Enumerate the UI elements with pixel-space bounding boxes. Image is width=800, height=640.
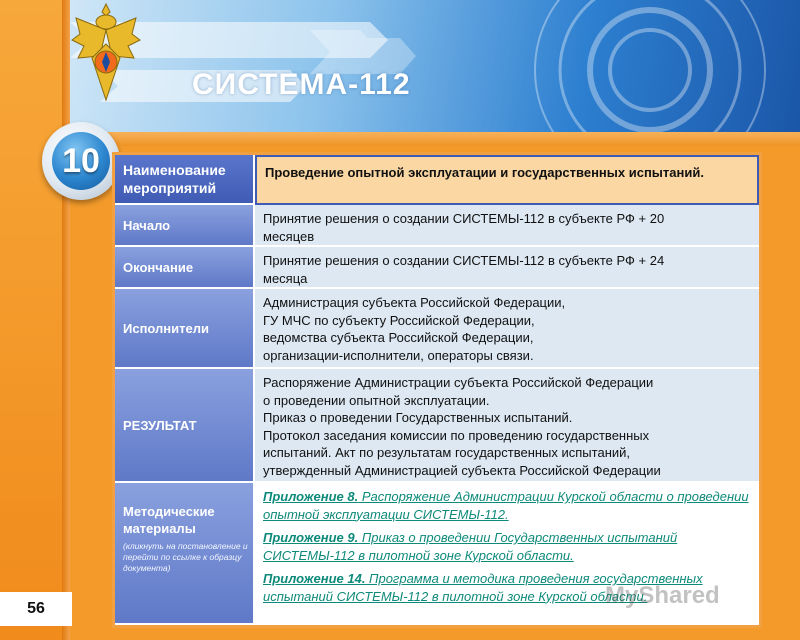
appendix-8-link[interactable] bbox=[263, 488, 751, 523]
row-line: Протокол заседания комиссии по проведению государственных bbox=[263, 427, 650, 443]
row-line: Распоряжение Администрации субъекта Российской Федерации bbox=[263, 375, 654, 390]
row-line: Администрация субъекта Российской Федерации, bbox=[263, 295, 566, 310]
table-header-row bbox=[115, 155, 759, 205]
link-text: Программа и методика проведения государственных испытаний СИСТЕМЫ-112 в пилотной зоне Курской области. bbox=[263, 571, 703, 604]
row-line: ГУ МЧС по субъекту Российской Федерации, bbox=[263, 312, 535, 328]
row-line: испытаний. Акт по результатам государственных испытаний, bbox=[263, 445, 631, 460]
orange-stripe bbox=[70, 132, 800, 146]
table-row-end bbox=[115, 247, 759, 289]
methods-title: Методические материалы bbox=[123, 504, 215, 536]
row-value bbox=[255, 247, 759, 289]
emergency-ministry-emblem-icon bbox=[70, 0, 142, 108]
left-sidebar-bar bbox=[0, 0, 70, 640]
table-row-executors bbox=[115, 289, 759, 369]
link-text: Приказ о проведении Государственных испытаний СИСТЕМЫ-112 в пилотной зоне Курской области. bbox=[263, 530, 678, 563]
row-value bbox=[255, 369, 759, 483]
brand-title: СИСТЕМА-112 bbox=[192, 68, 411, 101]
left-sidebar-edge bbox=[62, 0, 70, 640]
row-line: утвержденный Администрацией субъекта Российской Федерации bbox=[263, 462, 661, 478]
methods-label-cell bbox=[115, 483, 255, 625]
watermark-logo: MyShared bbox=[605, 582, 720, 609]
row-label: Окончание bbox=[115, 247, 255, 289]
row-line: Принятие решения о создании СИСТЕМЫ-112 в субъекте РФ + 20 bbox=[263, 211, 665, 226]
appendix-14-link[interactable] bbox=[263, 570, 751, 605]
table-row-methods bbox=[115, 483, 759, 625]
appendix-9-link[interactable] bbox=[263, 529, 751, 564]
row-line: месяцев bbox=[263, 228, 315, 244]
row-value bbox=[255, 205, 759, 247]
row-line: ведомства субъекта Российской Федерации, bbox=[263, 330, 534, 345]
methods-links bbox=[255, 483, 759, 625]
header-banner bbox=[70, 0, 800, 132]
row-line: Приказ о проведении Государственных испытаний. bbox=[263, 410, 573, 425]
page-number: 56 bbox=[0, 592, 72, 626]
table-row-result bbox=[115, 369, 759, 483]
slide-number: 10 bbox=[52, 132, 110, 190]
activity-table bbox=[112, 152, 762, 628]
row-label: РЕЗУЛЬТАТ bbox=[115, 369, 255, 483]
link-head: Приложение 8. bbox=[263, 489, 359, 504]
header-value: Проведение опытной эксплуатации и государственных испытаний. bbox=[255, 155, 759, 205]
link-head: Приложение 9. bbox=[263, 530, 359, 545]
header-decor bbox=[70, 0, 800, 132]
table-row-start bbox=[115, 205, 759, 247]
slide-number-badge bbox=[42, 122, 120, 200]
row-line: месяца bbox=[263, 270, 308, 286]
row-label: Исполнители bbox=[115, 289, 255, 369]
row-value bbox=[255, 289, 759, 369]
row-line: о проведении опытной эксплуатации. bbox=[263, 392, 490, 408]
header-label: Наименование мероприятий bbox=[115, 155, 255, 205]
link-text: Распоряжение Администрации Курской области о проведении опытной эксплуатации СИСТЕМЫ-112. bbox=[263, 489, 749, 522]
link-head: Приложение 14. bbox=[263, 571, 366, 586]
row-line: Принятие решения о создании СИСТЕМЫ-112 в субъекте РФ + 24 bbox=[263, 253, 665, 268]
row-label: Начало bbox=[115, 205, 255, 247]
row-line: организации-исполнители, операторы связи. bbox=[263, 347, 534, 363]
methods-note: (кликнуть на постановление и перейти по ссылке к образцу документа) bbox=[123, 541, 248, 573]
